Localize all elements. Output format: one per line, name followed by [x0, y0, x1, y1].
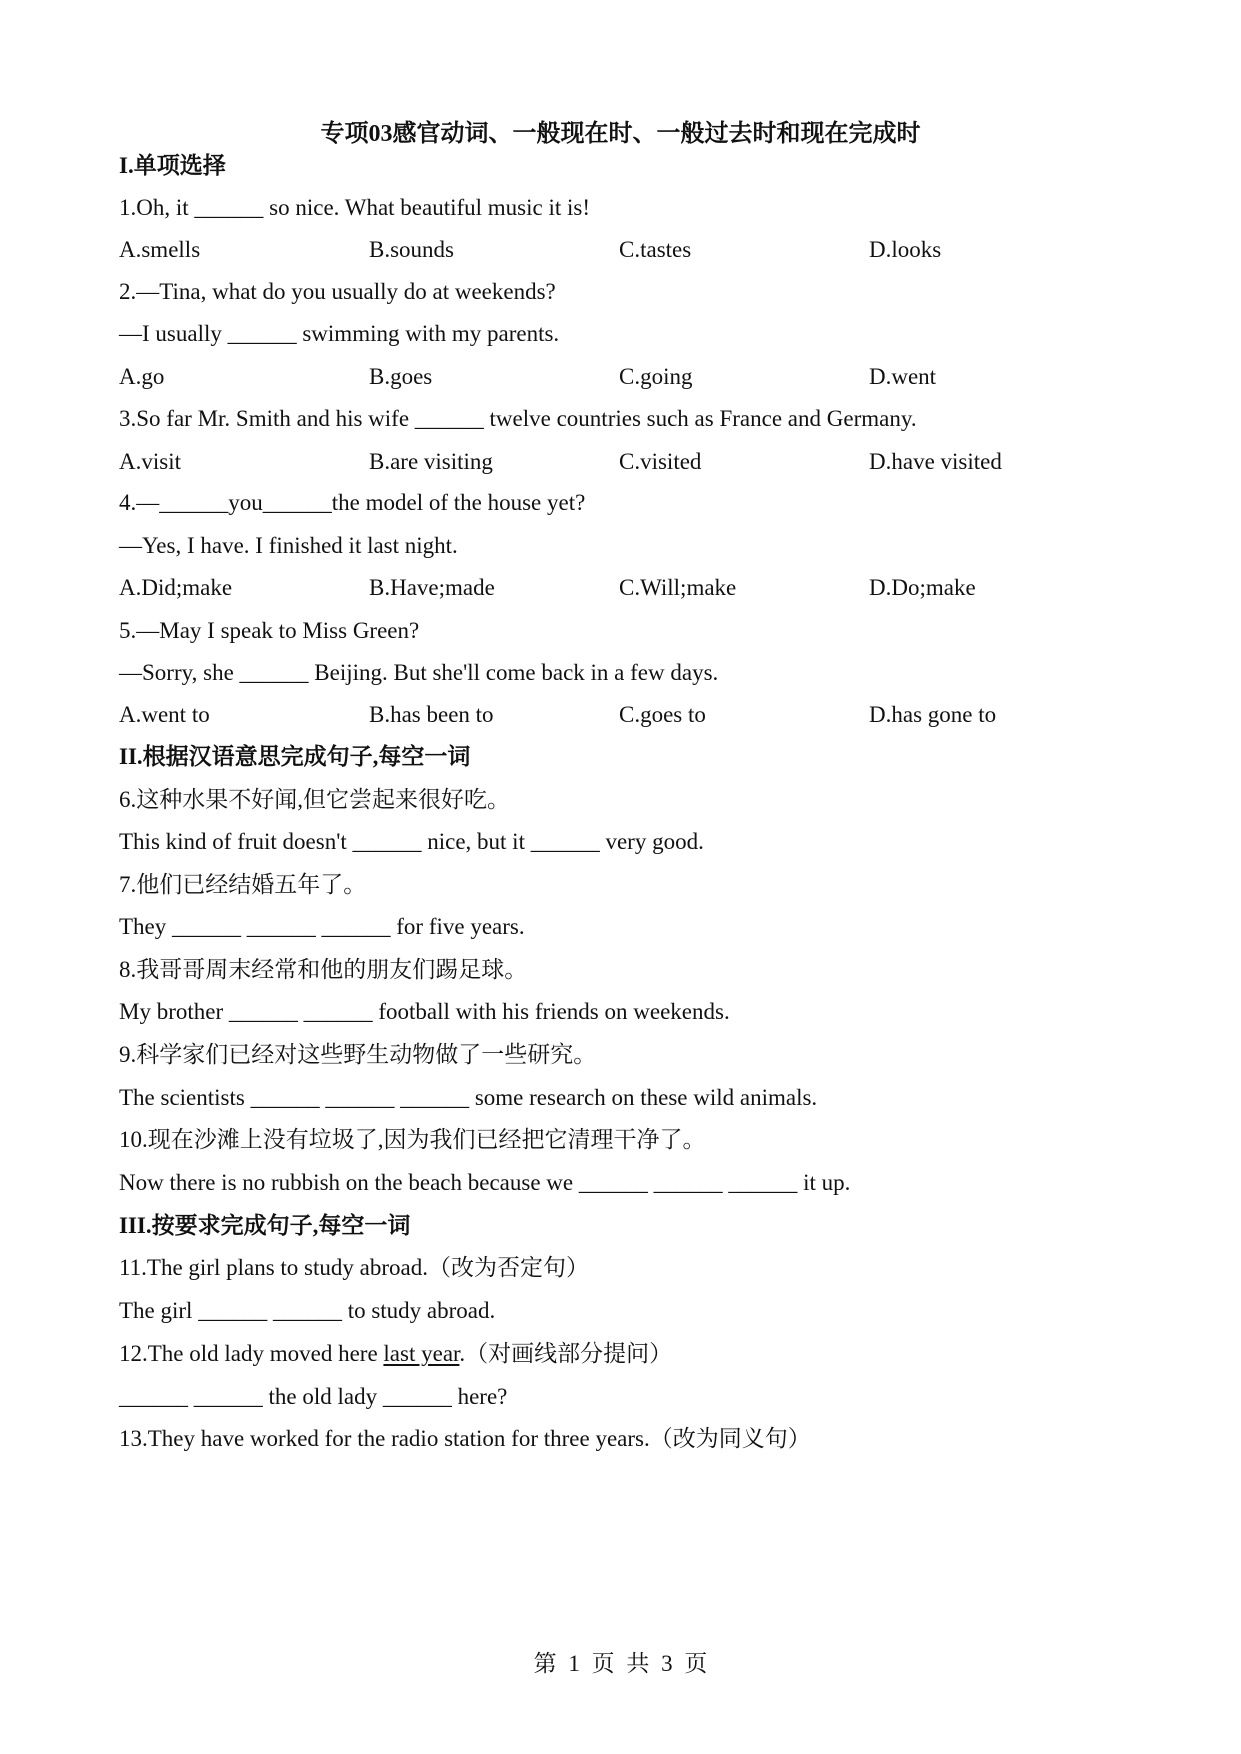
- option-c: C.goes to: [619, 702, 706, 727]
- option-a: A.Did;make: [119, 575, 233, 600]
- option-a: A.smells: [119, 237, 201, 262]
- option-c: C.going: [619, 364, 693, 389]
- option-b: B.has been to: [369, 702, 494, 727]
- question-9-chinese: 9.科学家们已经对这些野生动物做了一些研究。: [119, 1042, 597, 1067]
- option-c: C.Will;make: [619, 575, 737, 600]
- option-b: B.sounds: [369, 237, 454, 262]
- question-12-stem-pre: 12.The old lady moved here: [119, 1341, 384, 1366]
- question-1-stem: 1.Oh, it ______ so nice. What beautiful music it is!: [119, 195, 591, 220]
- section-heading-2: II.根据汉语意思完成句子,每空一词: [119, 744, 471, 769]
- question-12-stem: [119, 1338, 672, 1370]
- question-12-stem-post: .（对画线部分提问）: [459, 1341, 673, 1366]
- option-a: A.went to: [119, 702, 210, 727]
- option-b: B.are visiting: [369, 449, 493, 474]
- question-9-english: The scientists ______ ______ ______ some research on these wild animals.: [119, 1085, 818, 1110]
- section-heading-1: I.单项选择: [119, 153, 226, 178]
- question-6-english: This kind of fruit doesn't ______ nice, but it ______ very good.: [119, 829, 704, 854]
- question-10-english: Now there is no rubbish on the beach because we ______ ______ ______ it up.: [119, 1170, 851, 1195]
- question-8-chinese: 8.我哥哥周末经常和他的朋友们踢足球。: [119, 957, 528, 982]
- question-2-stem-reply: —I usually ______ swimming with my parents.: [119, 321, 560, 346]
- page-footer: 第 1 页 共 3 页: [533, 1651, 708, 1676]
- option-d: D.have visited: [869, 449, 1002, 474]
- question-11-stem: 11.The girl plans to study abroad.（改为否定句）: [119, 1255, 589, 1280]
- option-d: D.has gone to: [869, 702, 997, 727]
- question-12-underlined-part: last year: [383, 1341, 460, 1366]
- question-11-answer-line: The girl ______ ______ to study abroad.: [119, 1298, 496, 1323]
- option-d: D.went: [869, 364, 937, 389]
- question-5-stem: 5.—May I speak to Miss Green?: [119, 618, 420, 643]
- option-d: D.Do;make: [869, 575, 976, 600]
- section-heading-3: III.按要求完成句子,每空一词: [119, 1213, 411, 1238]
- question-6-chinese: 6.这种水果不好闻,但它尝起来很好吃。: [119, 787, 510, 812]
- page-title: 专项03感官动词、一般现在时、一般过去时和现在完成时: [320, 121, 921, 147]
- question-8-english: My brother ______ ______ football with his friends on weekends.: [119, 999, 730, 1024]
- option-d: D.looks: [869, 237, 942, 262]
- question-13-stem: 13.They have worked for the radio station for three years.（改为同义句）: [119, 1426, 811, 1451]
- question-2-stem: 2.—Tina, what do you usually do at weekends?: [119, 279, 556, 304]
- option-b: B.goes: [369, 364, 433, 389]
- option-c: C.tastes: [619, 237, 692, 262]
- option-c: C.visited: [619, 449, 702, 474]
- question-12-answer-line: ______ ______ the old lady ______ here?: [119, 1384, 508, 1409]
- option-b: B.Have;made: [369, 575, 495, 600]
- question-7-chinese: 7.他们已经结婚五年了。: [119, 872, 367, 897]
- question-4-stem-reply: —Yes, I have. I finished it last night.: [119, 533, 458, 558]
- option-a: A.go: [119, 364, 165, 389]
- question-3-stem: 3.So far Mr. Smith and his wife ______ twelve countries such as France and Germany.: [119, 406, 917, 431]
- question-4-stem: 4.—______you______the model of the house yet?: [119, 490, 586, 515]
- option-a: A.visit: [119, 449, 181, 474]
- question-10-chinese: 10.现在沙滩上没有垃圾了,因为我们已经把它清理干净了。: [119, 1127, 706, 1152]
- question-5-stem-reply: —Sorry, she ______ Beijing. But she'll come back in a few days.: [119, 660, 719, 685]
- question-7-english: They ______ ______ ______ for five years.: [119, 914, 525, 939]
